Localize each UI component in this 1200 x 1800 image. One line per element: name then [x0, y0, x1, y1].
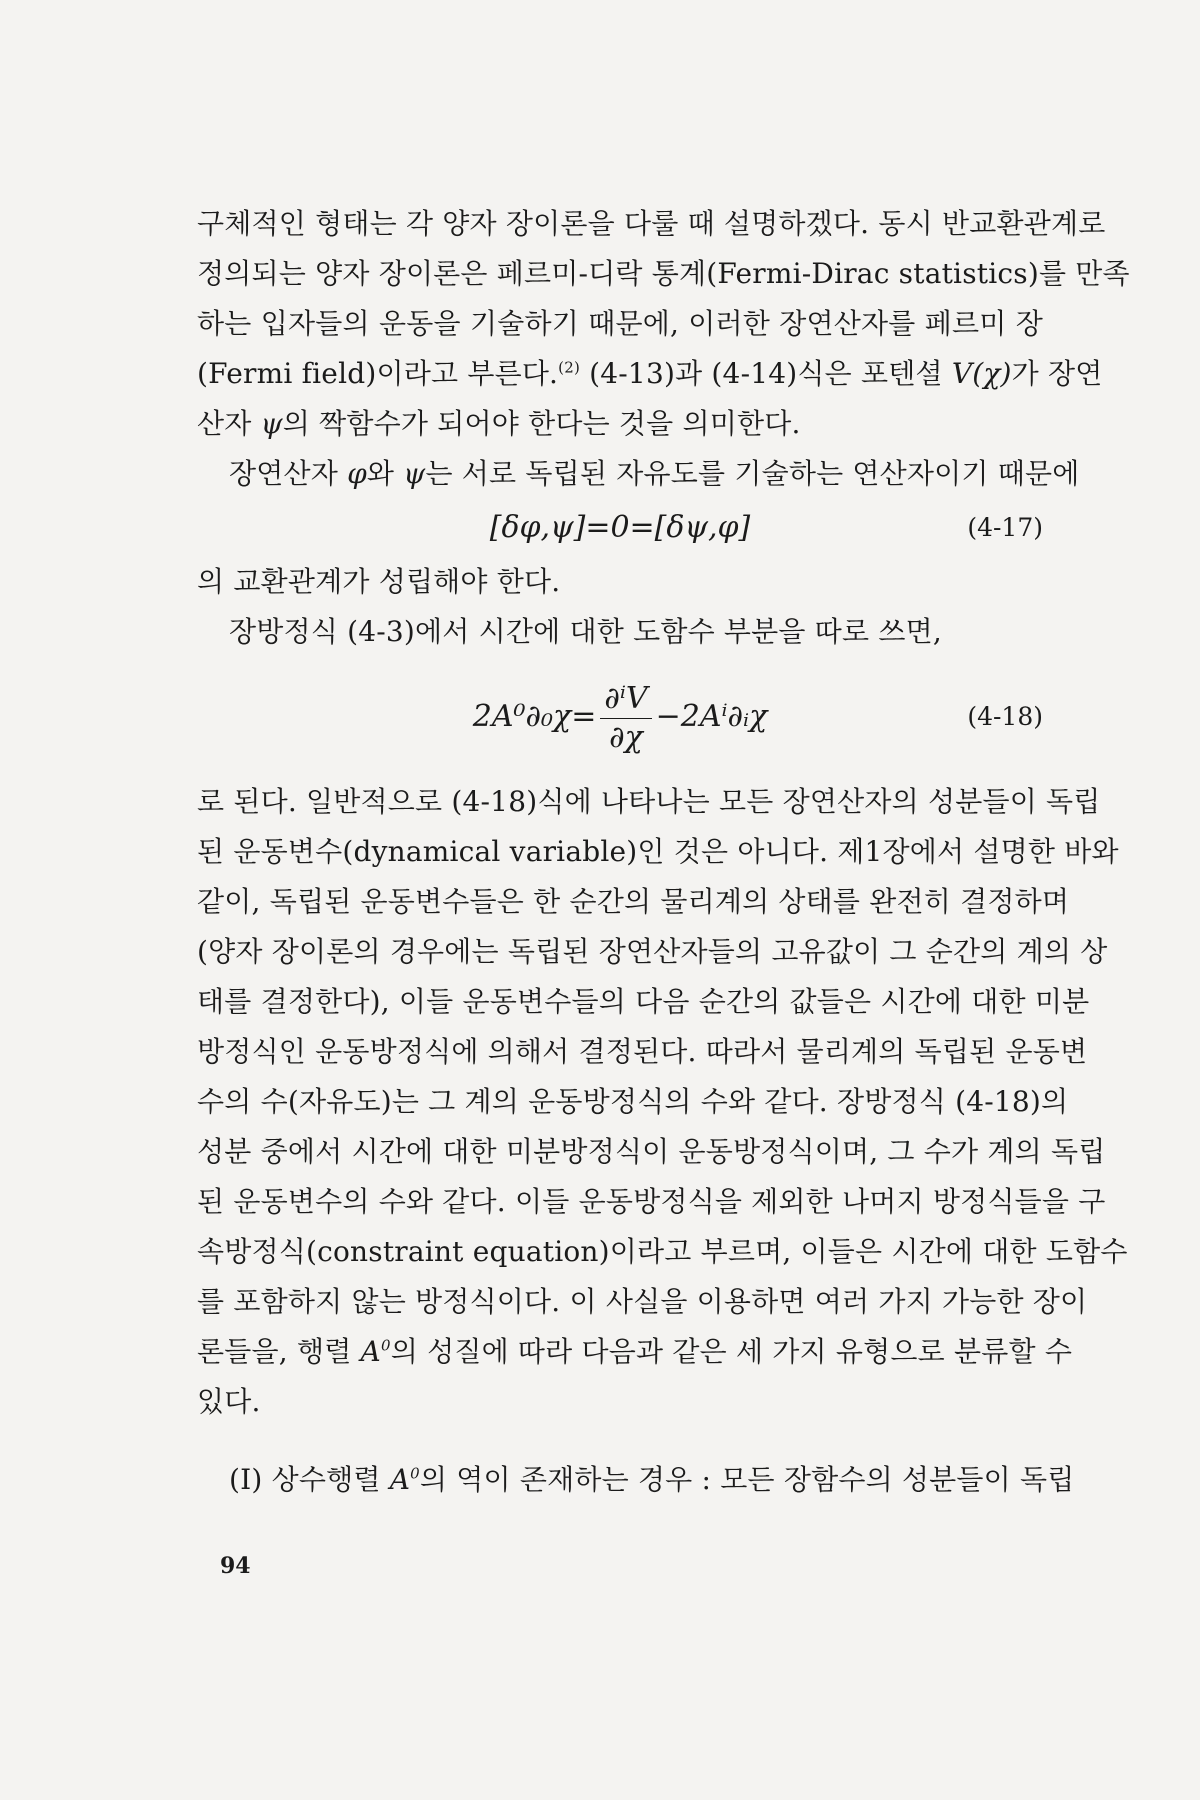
text-segment: 는 서로 독립된 자유도를 기술하는 연산자이기 때문에	[425, 457, 1080, 490]
math-matrix-a: A	[389, 1463, 411, 1496]
text-segment: 의 짝함수가 되어야 한다는 것을 의미한다.	[282, 407, 801, 440]
text-segment: (Ⅰ) 상수행렬	[229, 1463, 390, 1496]
equation-lhs: 2A⁰∂₀χ=	[472, 699, 597, 734]
equation-body	[197, 657, 1043, 777]
text-segment: 의 역이 존재하는 경우 : 모든 장함수의 성분들이 독립	[419, 1463, 1075, 1496]
text-segment: 산자	[197, 407, 261, 440]
text-segment: 가 장연	[1011, 357, 1103, 390]
text-segment: 론들을, 행렬	[197, 1335, 361, 1368]
equation-number: (4-17)	[967, 513, 1043, 542]
text-line: 로 된다. 일반적으로 (4-18)식에 나타나는 모든 장연산자의 성분들이 독립	[197, 785, 1101, 818]
text-line: 정의되는 양자 장이론은 페르미-디락 통계(Fermi-Dirac statistics)를 만족	[197, 257, 1130, 290]
text-line: 같이, 독립된 운동변수들은 한 순간의 물리계의 상태를 완전히 결정하며	[197, 885, 1070, 918]
text-line: 를 포함하지 않는 방정식이다. 이 사실을 이용하면 여러 가지 가능한 장이	[197, 1285, 1088, 1318]
text-line: 구체적인 형태는 각 양자 장이론을 다룰 때 설명하겠다. 동시 반교환관계로	[197, 207, 1106, 240]
equation-fraction	[600, 680, 651, 757]
equation-body: [δφ,ψ]=0=[δψ,φ]	[489, 510, 751, 545]
text-segment: (Fermi field)이라고 부른다.	[197, 357, 559, 390]
text-segment: 장연산자	[229, 457, 348, 490]
fraction-denominator: ∂χ	[609, 719, 643, 755]
equation-rhs: −2Aⁱ∂ᵢχ	[655, 699, 768, 734]
page-number: 94	[220, 1553, 251, 1579]
page-body	[197, 199, 1130, 1505]
text-line	[197, 399, 1043, 449]
text-segment: 와	[366, 457, 404, 490]
text-line	[197, 349, 1103, 399]
math-phi: φ	[347, 457, 367, 490]
text-segment: 의 성질에 따라 다음과 같은 세 가지 유형으로 분류할 수	[390, 1335, 1073, 1368]
text-line: (양자 장이론의 경우에는 독립된 장연산자들의 고유값이 그 순간의 계의 상	[197, 935, 1108, 968]
footnote-mark: (2)	[558, 358, 581, 377]
math-psi: ψ	[260, 407, 283, 440]
math-superscript: 0	[380, 1336, 391, 1355]
text-line: 된 운동변수의 수와 같다. 이들 운동방정식을 제외한 나머지 방정식들을 구	[197, 1185, 1106, 1218]
text-segment: (4-13)과 (4-14)식은 포텐셜	[580, 357, 952, 390]
text-line: 방정식인 운동방정식에 의해서 결정된다. 따라서 물리계의 독립된 운동변	[197, 1035, 1088, 1068]
text-line: 성분 중에서 시간에 대한 미분방정식이 운동방정식이며, 그 수가 계의 독립	[197, 1135, 1106, 1168]
paragraph-5	[197, 777, 1128, 1427]
math-superscript: 0	[410, 1464, 420, 1483]
section-gap	[197, 1427, 1043, 1455]
fraction-numerator: ∂ⁱV	[600, 680, 651, 719]
text-line	[197, 449, 1080, 499]
text-line: 있다.	[197, 1385, 261, 1418]
math-matrix-a: A	[360, 1335, 381, 1368]
paragraph-1	[197, 199, 1130, 449]
equation-4-17	[197, 499, 1043, 557]
text-line: 수의 수(자유도)는 그 계의 운동방정식의 수와 같다. 장방정식 (4-18)의	[197, 1085, 1069, 1118]
paragraph-4: 장방정식 (4-3)에서 시간에 대한 도함수 부분을 따로 쓰면,	[229, 615, 942, 648]
text-line: 속방정식(constraint equation)이라고 부르며, 이들은 시간에 대한 도함수	[197, 1235, 1128, 1268]
text-line: 하는 입자들의 운동을 기술하기 때문에, 이러한 장연산자를 페르미 장	[197, 307, 1043, 340]
equation-number: (4-18)	[967, 702, 1043, 731]
paragraph-3: 의 교환관계가 성립해야 한다.	[197, 565, 561, 598]
case-1-heading	[197, 1455, 1075, 1505]
equation-4-18	[197, 657, 1043, 777]
text-line	[197, 1327, 1073, 1377]
math-potential: V(χ)	[951, 357, 1012, 390]
text-line: 태를 결정한다), 이들 운동변수들의 다음 순간의 값들은 시간에 대한 미분	[197, 985, 1090, 1018]
paragraph-2	[197, 449, 1080, 499]
text-line: 된 운동변수(dynamical variable)인 것은 아니다. 제1장에서 설명한 바와	[197, 835, 1119, 868]
math-psi: ψ	[403, 457, 426, 490]
